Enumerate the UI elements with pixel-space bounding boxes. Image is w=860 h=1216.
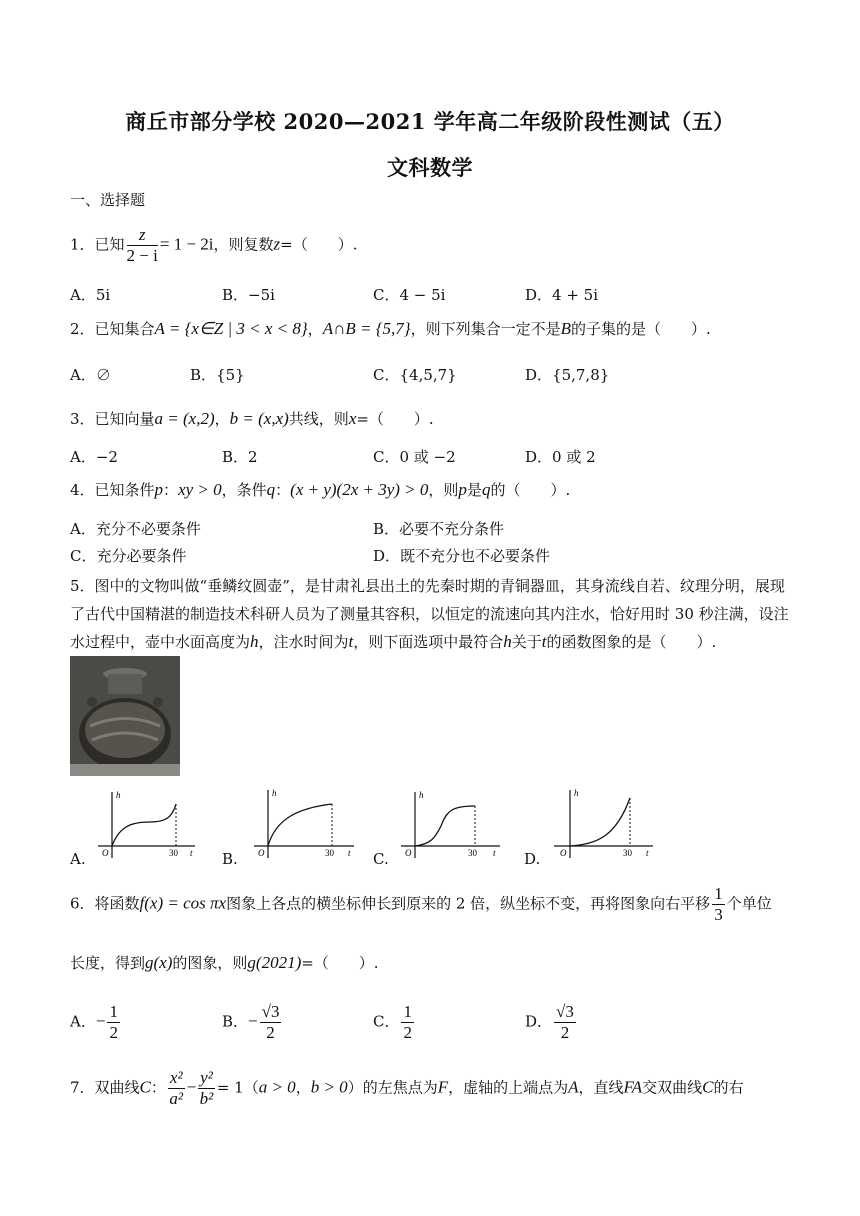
q6-option-a: A．− $\frac{1}{2}$ [70,1002,118,1042]
svg-text:h: h [272,788,277,798]
fraction: $\frac{z}{2 - i}$ [126,225,158,265]
svg-text:30: 30 [623,848,632,858]
svg-text:h: h [116,790,121,800]
graph-b [244,788,359,860]
q5-option-d-label: D. [524,850,541,868]
svg-text:O: O [258,848,265,858]
svg-text:h: h [419,790,424,800]
q6-option-d: D． $\frac{√3}{2}$ [525,1002,574,1042]
fraction: $\frac{1}{3}$ [714,884,723,924]
svg-text:t: t [493,848,496,858]
question-3: 3．已知向量a = (x,2)，b = (x,x)共线，则x=（ ）. [70,409,434,428]
question-4: 4．已知条件p：xy > 0，条件q：(x + y)(2x + 3y) > 0，则p是q的（ ）. [70,480,571,499]
graph-d [548,788,660,860]
svg-text:O: O [560,848,567,858]
q1-option-a: A．5i [70,286,111,304]
q4-option-d: D．既不充分也不必要条件 [373,547,551,565]
section-heading: 一、选择题 [70,191,146,209]
question-6-line-2: 长度，得到g(x)的图象，则g(2021)=（ ）. [70,953,379,972]
q6-option-c: C． $\frac{1}{2}$ [373,1002,412,1042]
question-7: 7．双曲线C： $\frac{\text{x²}}{\text{a²}}$ − $\frac{\text{y²}}{\text{b²}}$ = 1（a > 0，b > 0）的左焦点为F，虚轴的上端点为A，直线FA交双曲线C的右 [70,1068,744,1108]
q1-option-b: B．−5i [222,286,275,304]
page-title: 商丘市部分学校 2020—2021 学年高二年级阶段性测试（五） [125,109,735,134]
svg-text:O: O [102,848,109,858]
q4-option-a: A．充分不必要条件 [70,520,201,538]
q1-option-c: C．4 − 5i [373,286,446,304]
q2-option-c: C．{4,5,7} [373,366,457,384]
q4-option-b: B．必要不充分条件 [373,520,505,538]
q3-option-c: C．0 或 −2 [373,448,456,466]
svg-text:h: h [574,788,579,798]
q5-option-a-label: A. [70,850,86,868]
graph-a [90,788,200,860]
bronze-vase-photo [70,656,180,776]
svg-text:30: 30 [468,848,477,858]
question-5: 5．图中的文物叫做“垂鳞纹圆壶”，是甘肃礼县出土的先秦时期的青铜器皿，其身流线自若、纹理分明，展现 了古代中国精湛的制造技术科研人员为了测量其容积，以恒定的流速向其内注水，恰好用时 30 秒注满，设注 水过程中，壶中水面高度为h，注水时间为t，则下面选项中最符合h关于t的函数图象的是（ ）. [70,577,789,651]
svg-text:t: t [348,848,351,858]
question-6: 6．将函数f(x) = cos πx图象上各点的横坐标伸长到原来的 2 倍，纵坐标不变，再将图象向右平移 $\frac{1}{3}$ 个单位 [70,884,772,924]
q4-option-c: C．充分必要条件 [70,547,187,565]
page-subtitle: 文科数学 [387,155,473,180]
q3-option-d: D．0 或 2 [525,448,596,466]
question-1: 1．已知 $\frac{z}{2 - i}$ = 1 − 2i，则复数z=（ ）. [70,225,358,265]
q1-option-d: D．4 + 5i [525,286,599,304]
q5-option-c-label: C. [373,850,389,868]
svg-text:30: 30 [169,848,178,858]
q3-option-a: A．−2 [70,448,118,466]
svg-text:O: O [405,848,412,858]
svg-text:t: t [646,848,649,858]
graph-c [395,788,507,860]
q2-option-b: B．{5} [190,366,245,384]
svg-text:t: t [190,848,193,858]
q3-option-b: B．2 [222,448,258,466]
question-2: 2．已知集合A = {x∈Z | 3 < x < 8}，A∩B = {5,7}，则下列集合一定不是B的子集的是（ ）. [70,319,711,338]
q2-option-a: A．∅ [70,366,111,384]
q5-option-b-label: B. [222,850,238,868]
svg-text:30: 30 [325,848,334,858]
q6-option-b: B．− $\frac{√3}{2}$ [222,1002,280,1042]
q2-option-d: D．{5,7,8} [525,366,610,384]
